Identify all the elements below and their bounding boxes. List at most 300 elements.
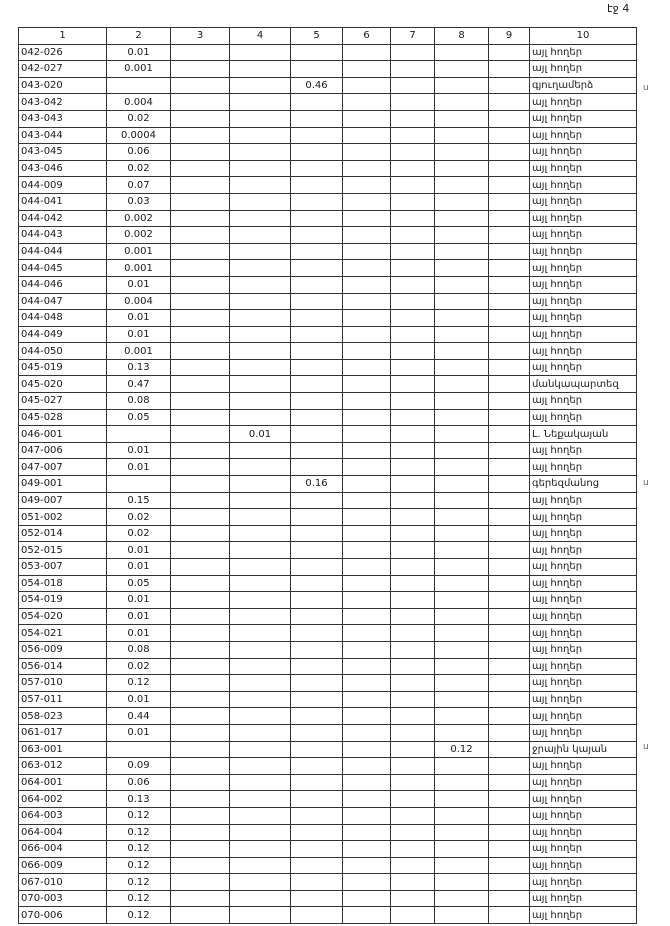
value-cell xyxy=(230,641,291,658)
value-cell xyxy=(435,575,489,592)
value-cell xyxy=(343,525,391,542)
value-cell: 0.004 xyxy=(107,94,171,111)
value-cell: 0.001 xyxy=(107,260,171,277)
value-cell: 0.12 xyxy=(435,741,489,758)
value-cell xyxy=(489,343,530,360)
value-cell xyxy=(391,675,435,692)
value-cell xyxy=(343,575,391,592)
table-row xyxy=(19,77,637,94)
margin-mark: ս xyxy=(643,478,649,488)
parcel-code-cell: 045-019 xyxy=(19,359,107,376)
value-cell xyxy=(391,77,435,94)
land-use-cell: այլ հողեր xyxy=(530,44,637,61)
value-cell xyxy=(230,907,291,924)
value-cell: 0.12 xyxy=(107,675,171,692)
table-row xyxy=(19,227,637,244)
value-cell xyxy=(435,409,489,426)
value-cell xyxy=(391,741,435,758)
value-cell: 0.01 xyxy=(107,326,171,343)
value-cell xyxy=(171,127,230,144)
value-cell xyxy=(489,575,530,592)
value-cell xyxy=(171,409,230,426)
value-cell xyxy=(343,857,391,874)
value-cell: 0.01 xyxy=(107,559,171,576)
value-cell xyxy=(489,310,530,327)
value-cell xyxy=(171,691,230,708)
value-cell xyxy=(291,559,343,576)
value-cell xyxy=(230,343,291,360)
column-header: 10 xyxy=(530,28,637,45)
parcel-code-cell: 064-004 xyxy=(19,824,107,841)
value-cell xyxy=(230,890,291,907)
parcel-code-cell: 044-047 xyxy=(19,293,107,310)
value-cell: 0.001 xyxy=(107,343,171,360)
value-cell: 0.12 xyxy=(107,841,171,858)
value-cell xyxy=(171,675,230,692)
value-cell: 0.01 xyxy=(107,459,171,476)
parcel-code-cell: 047-006 xyxy=(19,442,107,459)
table-row xyxy=(19,193,637,210)
value-cell xyxy=(343,243,391,260)
margin-mark: ս xyxy=(643,742,649,752)
land-use-cell: այլ հողեր xyxy=(530,359,637,376)
parcel-code-cell: 046-001 xyxy=(19,426,107,443)
value-cell xyxy=(489,476,530,493)
value-cell xyxy=(391,708,435,725)
value-cell xyxy=(489,641,530,658)
parcel-code-cell: 043-046 xyxy=(19,160,107,177)
value-cell xyxy=(391,110,435,127)
value-cell xyxy=(489,791,530,808)
table-row xyxy=(19,376,637,393)
value-cell xyxy=(343,907,391,924)
value-cell xyxy=(391,641,435,658)
value-cell xyxy=(343,326,391,343)
value-cell xyxy=(435,857,489,874)
parcel-code-cell: 042-027 xyxy=(19,61,107,78)
value-cell xyxy=(343,641,391,658)
land-use-cell: այլ հողեր xyxy=(530,708,637,725)
land-use-cell: այլ հողեր xyxy=(530,293,637,310)
table-row xyxy=(19,110,637,127)
value-cell xyxy=(391,293,435,310)
value-cell xyxy=(435,625,489,642)
table-row xyxy=(19,144,637,161)
value-cell xyxy=(391,409,435,426)
value-cell xyxy=(435,592,489,609)
table-row xyxy=(19,559,637,576)
table-row xyxy=(19,874,637,891)
parcel-code-cell: 057-010 xyxy=(19,675,107,692)
value-cell xyxy=(489,658,530,675)
table-row xyxy=(19,658,637,675)
parcel-code-cell: 044-050 xyxy=(19,343,107,360)
value-cell xyxy=(230,807,291,824)
land-use-cell: այլ հողեր xyxy=(530,559,637,576)
value-cell xyxy=(343,260,391,277)
value-cell xyxy=(489,193,530,210)
value-cell xyxy=(391,359,435,376)
land-use-cell: այլ հողեր xyxy=(530,276,637,293)
value-cell xyxy=(343,509,391,526)
value-cell xyxy=(291,459,343,476)
value-cell xyxy=(343,691,391,708)
value-cell xyxy=(171,276,230,293)
value-cell xyxy=(291,841,343,858)
value-cell xyxy=(489,824,530,841)
table-row xyxy=(19,260,637,277)
value-cell: 0.12 xyxy=(107,890,171,907)
value-cell xyxy=(291,492,343,509)
value-cell xyxy=(489,741,530,758)
value-cell xyxy=(343,160,391,177)
value-cell xyxy=(343,774,391,791)
value-cell: 0.01 xyxy=(107,276,171,293)
table-row xyxy=(19,741,637,758)
value-cell xyxy=(230,276,291,293)
value-cell xyxy=(489,625,530,642)
value-cell xyxy=(343,110,391,127)
value-cell xyxy=(391,559,435,576)
value-cell: 0.12 xyxy=(107,874,171,891)
value-cell xyxy=(230,177,291,194)
value-cell xyxy=(230,127,291,144)
value-cell xyxy=(230,559,291,576)
table-row xyxy=(19,857,637,874)
value-cell xyxy=(171,61,230,78)
parcel-code-cell: 049-007 xyxy=(19,492,107,509)
value-cell xyxy=(230,741,291,758)
value-cell xyxy=(171,824,230,841)
value-cell xyxy=(291,426,343,443)
value-cell xyxy=(171,110,230,127)
value-cell xyxy=(435,77,489,94)
land-use-cell: այլ հողեր xyxy=(530,459,637,476)
value-cell xyxy=(230,857,291,874)
value-cell xyxy=(171,542,230,559)
parcel-code-cell: 052-014 xyxy=(19,525,107,542)
value-cell xyxy=(435,641,489,658)
column-header: 5 xyxy=(291,28,343,45)
value-cell xyxy=(489,841,530,858)
table-row xyxy=(19,44,637,61)
value-cell xyxy=(291,509,343,526)
value-cell xyxy=(171,907,230,924)
value-cell xyxy=(291,293,343,310)
value-cell xyxy=(489,807,530,824)
value-cell xyxy=(391,442,435,459)
value-cell xyxy=(230,110,291,127)
land-use-cell: այլ հողեր xyxy=(530,177,637,194)
value-cell: 0.02 xyxy=(107,110,171,127)
value-cell xyxy=(291,691,343,708)
value-cell xyxy=(230,525,291,542)
value-cell xyxy=(435,260,489,277)
land-use-cell: այլ հողեր xyxy=(530,641,637,658)
value-cell xyxy=(230,376,291,393)
value-cell xyxy=(230,724,291,741)
value-cell xyxy=(171,359,230,376)
value-cell xyxy=(171,343,230,360)
land-use-cell: այլ հողեր xyxy=(530,575,637,592)
value-cell xyxy=(171,874,230,891)
value-cell xyxy=(435,492,489,509)
value-cell xyxy=(291,276,343,293)
value-cell xyxy=(489,409,530,426)
value-cell xyxy=(343,625,391,642)
value-cell xyxy=(291,758,343,775)
value-cell xyxy=(489,890,530,907)
value-cell xyxy=(489,243,530,260)
value-cell xyxy=(343,227,391,244)
value-cell xyxy=(171,625,230,642)
value-cell xyxy=(230,326,291,343)
value-cell xyxy=(291,807,343,824)
value-cell xyxy=(489,293,530,310)
value-cell xyxy=(343,393,391,410)
value-cell xyxy=(230,476,291,493)
value-cell xyxy=(343,343,391,360)
value-cell xyxy=(391,658,435,675)
value-cell xyxy=(291,658,343,675)
land-use-cell: այլ հողեր xyxy=(530,857,637,874)
parcel-code-cell: 054-018 xyxy=(19,575,107,592)
value-cell xyxy=(291,741,343,758)
value-cell xyxy=(435,907,489,924)
value-cell xyxy=(230,575,291,592)
table-row xyxy=(19,807,637,824)
value-cell: 0.09 xyxy=(107,758,171,775)
land-use-cell: այլ հողեր xyxy=(530,110,637,127)
table-row xyxy=(19,691,637,708)
value-cell xyxy=(230,841,291,858)
table-row xyxy=(19,160,637,177)
value-cell xyxy=(291,44,343,61)
value-cell xyxy=(435,326,489,343)
value-cell: 0.12 xyxy=(107,857,171,874)
value-cell xyxy=(435,293,489,310)
value-cell xyxy=(391,724,435,741)
value-cell xyxy=(391,44,435,61)
value-cell xyxy=(291,625,343,642)
value-cell xyxy=(391,509,435,526)
value-cell: 0.02 xyxy=(107,509,171,526)
parcel-code-cell: 070-006 xyxy=(19,907,107,924)
value-cell xyxy=(391,625,435,642)
value-cell xyxy=(391,310,435,327)
value-cell xyxy=(435,758,489,775)
value-cell xyxy=(489,160,530,177)
value-cell xyxy=(391,276,435,293)
value-cell xyxy=(435,110,489,127)
parcel-code-cell: 064-001 xyxy=(19,774,107,791)
table-row xyxy=(19,393,637,410)
value-cell xyxy=(435,61,489,78)
value-cell: 0.01 xyxy=(107,724,171,741)
value-cell xyxy=(171,774,230,791)
value-cell: 0.06 xyxy=(107,774,171,791)
value-cell xyxy=(291,160,343,177)
value-cell xyxy=(291,94,343,111)
value-cell xyxy=(291,343,343,360)
value-cell: 0.16 xyxy=(291,476,343,493)
land-use-cell: մանկապարտեզ xyxy=(530,376,637,393)
value-cell xyxy=(230,459,291,476)
value-cell xyxy=(435,841,489,858)
value-cell xyxy=(171,44,230,61)
value-cell xyxy=(291,542,343,559)
land-use-cell: այլ հողեր xyxy=(530,393,637,410)
value-cell xyxy=(435,476,489,493)
value-cell xyxy=(343,210,391,227)
value-cell: 0.06 xyxy=(107,144,171,161)
value-cell xyxy=(171,559,230,576)
value-cell: 0.01 xyxy=(107,310,171,327)
land-use-cell: այլ հողեր xyxy=(530,144,637,161)
value-cell xyxy=(171,758,230,775)
value-cell xyxy=(171,658,230,675)
table-row xyxy=(19,177,637,194)
value-cell xyxy=(435,890,489,907)
value-cell: 0.01 xyxy=(107,608,171,625)
parcel-code-cell: 063-012 xyxy=(19,758,107,775)
value-cell: 0.07 xyxy=(107,177,171,194)
value-cell xyxy=(230,243,291,260)
value-cell xyxy=(489,608,530,625)
value-cell xyxy=(489,77,530,94)
parcel-code-cell: 047-007 xyxy=(19,459,107,476)
value-cell xyxy=(171,144,230,161)
value-cell xyxy=(230,774,291,791)
value-cell xyxy=(391,824,435,841)
value-cell xyxy=(435,608,489,625)
value-cell xyxy=(230,708,291,725)
value-cell xyxy=(171,592,230,609)
value-cell xyxy=(291,675,343,692)
value-cell xyxy=(391,193,435,210)
value-cell xyxy=(291,575,343,592)
value-cell xyxy=(435,426,489,443)
value-cell xyxy=(230,210,291,227)
land-table xyxy=(18,27,637,924)
value-cell xyxy=(435,210,489,227)
value-cell xyxy=(391,243,435,260)
value-cell xyxy=(391,691,435,708)
value-cell xyxy=(489,724,530,741)
value-cell xyxy=(435,525,489,542)
value-cell xyxy=(171,227,230,244)
value-cell xyxy=(291,177,343,194)
value-cell: 0.12 xyxy=(107,907,171,924)
value-cell xyxy=(489,758,530,775)
value-cell xyxy=(171,492,230,509)
value-cell xyxy=(343,492,391,509)
table-row xyxy=(19,293,637,310)
value-cell xyxy=(435,542,489,559)
land-use-cell: այլ հողեր xyxy=(530,127,637,144)
land-use-cell: այլ հողեր xyxy=(530,824,637,841)
value-cell xyxy=(435,559,489,576)
value-cell xyxy=(343,193,391,210)
value-cell xyxy=(489,525,530,542)
land-use-cell: այլ հողեր xyxy=(530,260,637,277)
value-cell xyxy=(171,243,230,260)
parcel-code-cell: 061-017 xyxy=(19,724,107,741)
table-row xyxy=(19,708,637,725)
land-use-cell: այլ հողեր xyxy=(530,592,637,609)
land-use-cell: այլ հողեր xyxy=(530,243,637,260)
value-cell xyxy=(343,77,391,94)
parcel-code-cell: 044-044 xyxy=(19,243,107,260)
value-cell xyxy=(291,127,343,144)
value-cell xyxy=(171,641,230,658)
value-cell xyxy=(343,476,391,493)
table-row xyxy=(19,243,637,260)
value-cell xyxy=(435,343,489,360)
land-use-cell: այլ հողեր xyxy=(530,509,637,526)
value-cell xyxy=(391,874,435,891)
value-cell xyxy=(171,476,230,493)
value-cell xyxy=(435,44,489,61)
land-use-cell: այլ հողեր xyxy=(530,61,637,78)
value-cell xyxy=(435,459,489,476)
value-cell xyxy=(291,144,343,161)
value-cell xyxy=(489,691,530,708)
value-cell xyxy=(291,608,343,625)
value-cell xyxy=(291,310,343,327)
parcel-code-cell: 043-042 xyxy=(19,94,107,111)
value-cell xyxy=(489,442,530,459)
value-cell xyxy=(391,260,435,277)
value-cell xyxy=(391,575,435,592)
table-row xyxy=(19,758,637,775)
value-cell xyxy=(435,127,489,144)
value-cell: 0.002 xyxy=(107,210,171,227)
value-cell xyxy=(435,376,489,393)
table-row xyxy=(19,575,637,592)
value-cell xyxy=(343,144,391,161)
value-cell xyxy=(171,260,230,277)
value-cell xyxy=(435,227,489,244)
value-cell xyxy=(489,127,530,144)
value-cell: 0.05 xyxy=(107,409,171,426)
column-header: 8 xyxy=(435,28,489,45)
value-cell xyxy=(343,177,391,194)
value-cell xyxy=(171,857,230,874)
value-cell xyxy=(391,758,435,775)
value-cell: 0.002 xyxy=(107,227,171,244)
land-use-cell: այլ հողեր xyxy=(530,492,637,509)
land-use-cell: այլ հողեր xyxy=(530,890,637,907)
value-cell xyxy=(489,260,530,277)
land-use-cell: այլ հողեր xyxy=(530,409,637,426)
land-use-cell: այլ հողեր xyxy=(530,841,637,858)
land-use-cell: այլ հողեր xyxy=(530,691,637,708)
value-cell xyxy=(435,160,489,177)
value-cell xyxy=(391,144,435,161)
table-row xyxy=(19,774,637,791)
value-cell xyxy=(107,77,171,94)
value-cell xyxy=(230,509,291,526)
value-cell xyxy=(435,193,489,210)
parcel-code-cell: 043-044 xyxy=(19,127,107,144)
parcel-code-cell: 053-007 xyxy=(19,559,107,576)
margin-mark: ս xyxy=(643,83,649,93)
value-cell xyxy=(489,426,530,443)
table-row xyxy=(19,525,637,542)
land-use-cell: այլ հողեր xyxy=(530,791,637,808)
value-cell: 0.01 xyxy=(230,426,291,443)
